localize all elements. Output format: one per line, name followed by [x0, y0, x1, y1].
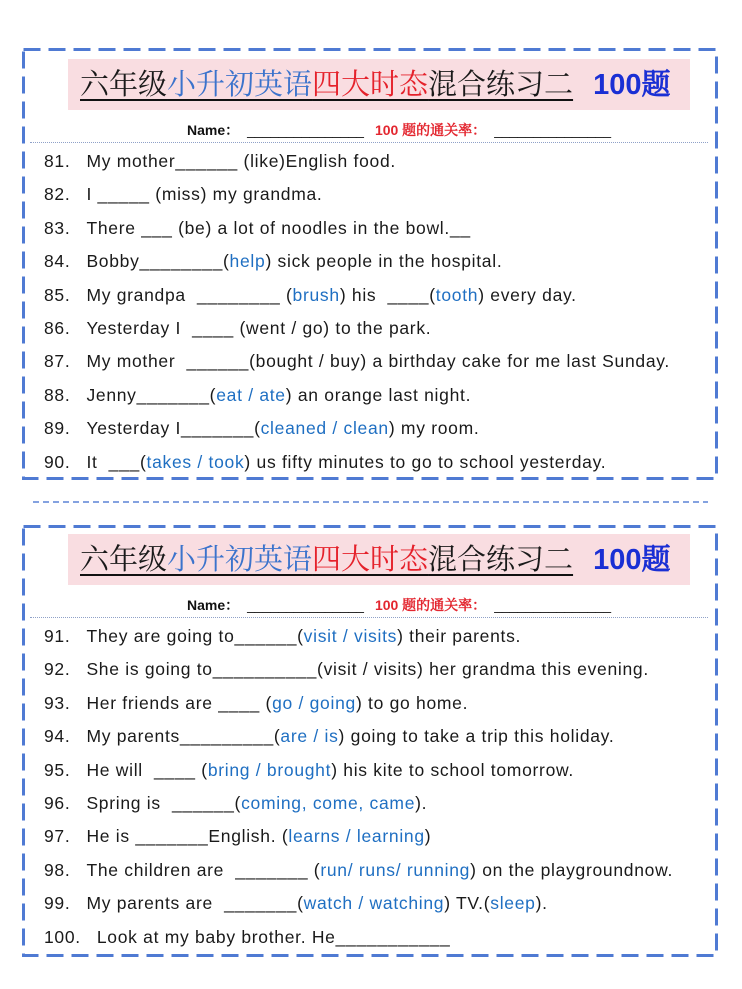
title-grade: 六年级 [80, 67, 168, 101]
question-item [44, 887, 704, 920]
pass-rate-blank: _______________ [494, 122, 611, 138]
question-number: 86. [44, 317, 71, 338]
title-exam: 小升初英语 [167, 67, 313, 101]
question-text: They are going to______( [86, 626, 304, 646]
question-text: My parents_________( [86, 726, 281, 747]
worksheet-card [22, 48, 718, 480]
question-text: There ___ (be) a lot of noodles in the bowl.__ [86, 217, 471, 238]
question-number: 97. [44, 826, 71, 847]
question-item [44, 446, 704, 479]
question-text: ) sick people in the hospital. [265, 251, 503, 272]
answer-options: cleaned / clean [260, 418, 389, 439]
question-text: She is going to__________(visit / visits) her grandma this evening. [86, 659, 649, 680]
question-text: ) TV.( [444, 893, 491, 914]
worksheet-card [22, 525, 718, 957]
question-text: I _____ (miss) my grandma. [86, 184, 323, 205]
question-text: My mother______ (like)English food. [86, 151, 396, 171]
question-item [44, 653, 704, 686]
question-item [44, 178, 704, 211]
dotted-divider [30, 617, 708, 618]
question-item [44, 687, 704, 720]
question-number: 99. [44, 893, 71, 914]
question-number: 98. [44, 859, 71, 880]
answer-options: bring / brought [207, 759, 332, 780]
question-number: 85. [44, 284, 71, 305]
pass-rate-label: 100 题的通关率： [374, 597, 487, 613]
pass-rate-label: 100 题的通关率： [374, 122, 487, 138]
question-text: ) every day. [478, 284, 577, 305]
question-text: He will ____ ( [86, 759, 208, 780]
answer-options: takes / took [146, 451, 245, 472]
question-item [44, 921, 704, 954]
answer-options: brush [292, 284, 340, 305]
question-item [44, 620, 704, 653]
question-item [44, 412, 704, 445]
question-number: 88. [44, 384, 71, 405]
title-tenses: 四大时态 [312, 67, 429, 101]
question-number: 82. [44, 184, 71, 205]
answer-options: sleep [490, 893, 536, 914]
card-separator [33, 500, 708, 504]
answer-options: tooth [435, 284, 479, 305]
question-number: 91. [44, 626, 71, 646]
question-item [44, 145, 704, 178]
question-number: 84. [44, 251, 71, 272]
question-text: ) on the playgroundnow. [470, 859, 674, 880]
answer-options: coming, come, came [241, 792, 416, 813]
question-text: ). [535, 893, 548, 914]
question-number: 90. [44, 451, 71, 472]
question-text: Spring is ______( [86, 792, 242, 813]
question-item [44, 854, 704, 887]
question-text: Yesterday I ____ (went / go) to the park. [86, 317, 432, 338]
question-number: 95. [44, 759, 71, 780]
answer-options: go / going [272, 692, 356, 713]
question-number: 83. [44, 217, 71, 238]
pass-rate-blank: _______________ [494, 597, 611, 613]
title-practice: 混合练习二 [428, 67, 574, 101]
answer-options: watch / watching [303, 893, 445, 914]
question-text: Her friends are ____ ( [86, 692, 273, 713]
name-blank: _______________ [247, 597, 364, 613]
name-label: Name： [187, 597, 240, 613]
title-main-text [80, 542, 573, 576]
title-question-count: 100题 [593, 69, 671, 101]
answer-options: help [229, 251, 266, 272]
question-text: Yesterday I_______( [86, 418, 261, 439]
answer-options: eat / ate [216, 384, 286, 405]
answer-options: are / is [280, 726, 339, 747]
question-text: ) to go home. [355, 692, 469, 713]
name-blank: _______________ [247, 122, 364, 138]
question-item [44, 312, 704, 345]
question-text: ) [424, 826, 432, 847]
page-title [80, 59, 670, 110]
name-row [187, 595, 611, 615]
question-number: 89. [44, 418, 71, 439]
title-exam: 小升初英语 [167, 542, 313, 576]
question-text: Bobby________( [86, 251, 230, 272]
question-item [44, 379, 704, 412]
question-text: ) his ____( [339, 284, 436, 305]
dotted-divider [30, 142, 708, 143]
answer-options: learns / learning [288, 826, 425, 847]
question-item [44, 279, 704, 312]
question-text: ). [415, 792, 428, 813]
question-number: 94. [44, 726, 71, 747]
name-label: Name： [187, 122, 240, 138]
answer-options: visit / visits [303, 626, 398, 646]
question-text: My grandpa ________ ( [86, 284, 293, 305]
question-item [44, 212, 704, 245]
question-list [44, 145, 704, 479]
question-item [44, 787, 704, 820]
question-text: ) an orange last night. [285, 384, 472, 405]
question-text: It ___( [86, 451, 147, 472]
question-text: Jenny_______( [86, 384, 217, 405]
question-number: 81. [44, 151, 71, 171]
title-banner [68, 534, 690, 585]
title-question-count: 100题 [593, 544, 671, 576]
page-title [80, 534, 670, 585]
title-banner [68, 59, 690, 110]
title-practice: 混合练习二 [428, 542, 574, 576]
question-item [44, 345, 704, 378]
question-text: The children are _______ ( [86, 859, 321, 880]
title-grade: 六年级 [80, 542, 168, 576]
question-item [44, 820, 704, 853]
question-number: 100. [44, 926, 81, 947]
question-number: 87. [44, 351, 71, 372]
question-item [44, 754, 704, 787]
question-text: ) their parents. [397, 626, 522, 646]
question-number: 93. [44, 692, 71, 713]
question-text: My parents are _______( [86, 893, 304, 914]
question-item [44, 720, 704, 753]
question-text: My mother ______(bought / buy) a birthday cake for me last Sunday. [86, 351, 670, 372]
question-text: ) my room. [388, 418, 480, 439]
question-number: 92. [44, 659, 71, 680]
name-row [187, 120, 611, 140]
title-tenses: 四大时态 [312, 542, 429, 576]
title-main-text [80, 67, 573, 101]
question-number: 96. [44, 792, 71, 813]
question-text: He is _______English. ( [86, 826, 289, 847]
question-text: ) going to take a trip this holiday. [338, 726, 615, 747]
question-text: ) his kite to school tomorrow. [331, 759, 574, 780]
question-text: ) us fifty minutes to go to school yesterday. [244, 451, 607, 472]
answer-options: run/ runs/ running [320, 859, 471, 880]
question-item [44, 245, 704, 278]
question-list [44, 620, 704, 954]
question-text: Look at my baby brother. He___________ [96, 926, 451, 947]
